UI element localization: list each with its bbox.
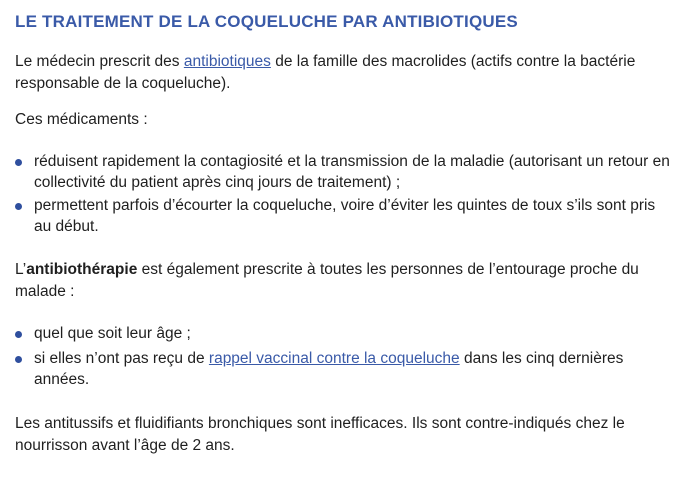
intro-text-before: Le médecin prescrit des (15, 53, 184, 70)
list-item-text: quel que soit leur âge ; (34, 325, 191, 342)
closing-paragraph: Les antitussifs et fluidifiants bronchiques sont inefficaces. Ils sont contre-indiqués chez le nourrisson avant l’âge de 2 ans. (15, 415, 625, 454)
bullet-icon (15, 203, 22, 210)
bullet-icon (15, 159, 22, 166)
entourage-list (15, 323, 675, 390)
intro-paragraph (15, 51, 675, 95)
antibiotiques-link[interactable]: antibiotiques (183, 53, 271, 70)
antibiotherapie-bold: antibiothérapie (26, 261, 138, 278)
item2-text-before: si elles n’ont pas reçu de (34, 350, 209, 367)
list-item (15, 348, 675, 390)
meds-heading: Ces médicaments : (15, 111, 148, 128)
entourage-text-after: est également prescrite à toutes les personnes de l’entourage proche du malade : (15, 261, 639, 300)
bullet-icon (15, 356, 22, 363)
entourage-text-before: L’ (15, 261, 27, 278)
list-item-text (34, 348, 675, 390)
list-item (15, 195, 675, 237)
intro-text-after: de la famille des macrolides (actifs contre la bactérie responsable de la coqueluche). (15, 53, 636, 92)
page-title: LE TRAITEMENT DE LA COQUELUCHE PAR ANTIBIOTIQUES (15, 12, 518, 31)
entourage-paragraph (15, 259, 675, 303)
meds-list (15, 151, 675, 237)
rappel-vaccinal-link[interactable]: rappel vaccinal contre la coqueluche (208, 350, 460, 367)
list-item-text: permettent parfois d’écourter la coqueluche, voire d’éviter les quintes de toux s’ils sont pris au début. (34, 197, 656, 235)
list-item-text: réduisent rapidement la contagiosité et la transmission de la maladie (autorisant un retour en collectivité du patient après cinq jours de traitement) ; (34, 153, 670, 191)
bullet-icon (15, 331, 22, 338)
list-item (15, 323, 675, 344)
list-item (15, 151, 675, 193)
item2-text-after: dans les cinq dernières années. (34, 350, 624, 388)
